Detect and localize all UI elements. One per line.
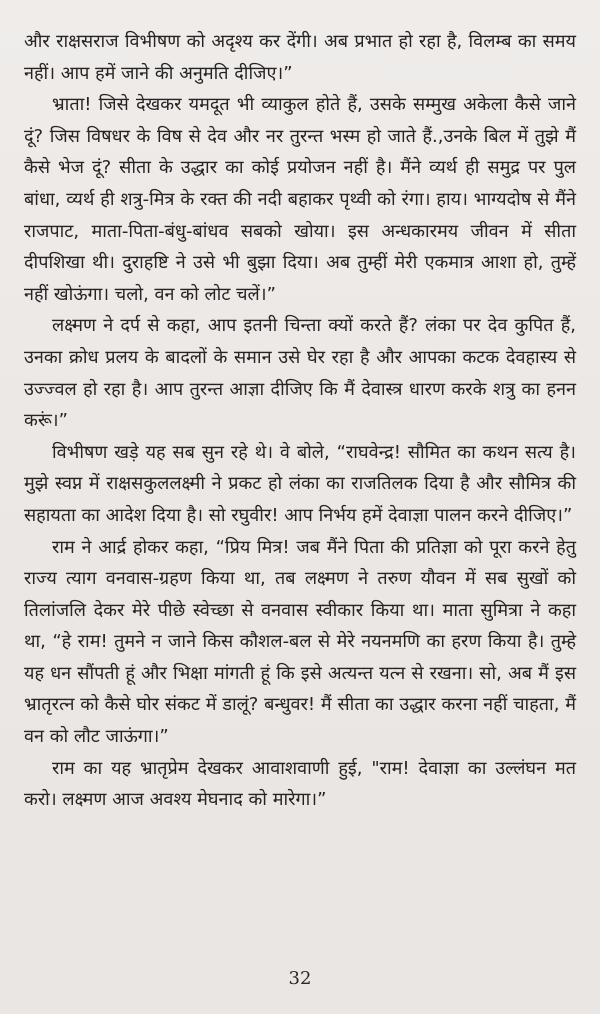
paragraph-lakshmana-reply: लक्ष्मण ने दर्प से कहा, आप इतनी चिन्ता क्यों करते हैं? लंका पर देव कुपित हैं, उनका क्रोध प्रलय के बादलों के समान उसे घेर रहा है और आपका कटक देवहास्य से उज्ज्वल हो रहा है। आप तुरन्त आज्ञा दीजिए कि मैं देवास्त्र धारण करके शत्रु का हनन करूं।” xyxy=(24,315,576,432)
paragraph-rama-lament: भ्राता! जिसे देखकर यमदूत भी व्याकुल होते हैं, उसके सम्मुख अकेला कैसे जाने दूं? जिस विषधर के विष से देव और नर तुरन्त भस्म हो जाते हैं.,उनके बिल में तुझे मैं कैसे भेज दूं? सीता के उद्धार का कोई प्रयोजन नहीं है। मैंने व्यर्थ ही समुद्र पर पुल बांधा, व्यर्थ ही शत्रु-मित्र के रक्त की नदी बहाकर पृथ्वी को रंगा। हाय। भाग्यदोष से मैंने राजपाट, माता-पिता-बंधु-बांधव सबको खोया। इस अन्धकारमय जीवन में सीता दीपशिखा थी। दुराहष्टि ने उसे भी बुझा दिया। अब तुम्हीं मेरी एकमात्र आशा हो, तुम्हें नहीं खोऊंगा। चलो, वन को लोट चलें।” xyxy=(24,94,576,305)
page-number: 32 xyxy=(288,968,312,989)
paragraph-vibhishana-speech: विभीषण खड़े यह सब सुन रहे थे। वे बोले, “राघवेन्द्र! सौमित का कथन सत्य है। मुझे स्वप्न में राक्षसकुललक्ष्मी ने प्रकट हो लंका का राजतिलक दिया है और सौमित्र की सहायता का आदेश दिया है। सो रघुवीर! आप निर्भय हमें देवाज्ञा पालन करने दीजिए।” xyxy=(24,441,576,526)
paragraph-rama-to-friend: राम ने आर्द्र होकर कहा, “प्रिय मित्र! जब मैंने पिता की प्रतिज्ञा को पूरा करने हेतु राज्य त्याग वनवास-ग्रहण किया था, तब लक्ष्मण ने तरुण यौवन में सब सुखों को तिलांजलि देकर मेरे पीछे स्वेच्छा से वनवास स्वीकार किया था। माता सुमित्रा ने कहा था, “हे राम! तुमने न जाने किस कौशल-बल से मेरे नयनमणि का हरण किया है। तुम्हे यह धन सौंपती हूं और भिक्षा मांगती हूं कि इसे अत्यन्त यत्न से रखना। सो, अब मैं इस भ्रातृरत्न को कैसे घोर संकट में डालूं? बन्धुवर! मैं सीता का उद्धार करना नहीं चाहता, मैं वन को लौट जाऊंगा।” xyxy=(24,536,576,748)
paragraph-divine-voice: राम का यह भ्रातृप्रेम देखकर आवाशवाणी हुई, "राम! देवाज्ञा का उल्लंघन मत करो। लक्ष्मण आज अवश्य मेघनाद को मारेगा।” xyxy=(24,757,576,811)
paragraph-continuation: और राक्षसराज विभीषण को अदृश्य कर देंगी। अब प्रभात हो रहा है, विलम्ब का समय नहीं। आप हमें जाने की अनुमति दीजिए।” xyxy=(24,31,576,84)
